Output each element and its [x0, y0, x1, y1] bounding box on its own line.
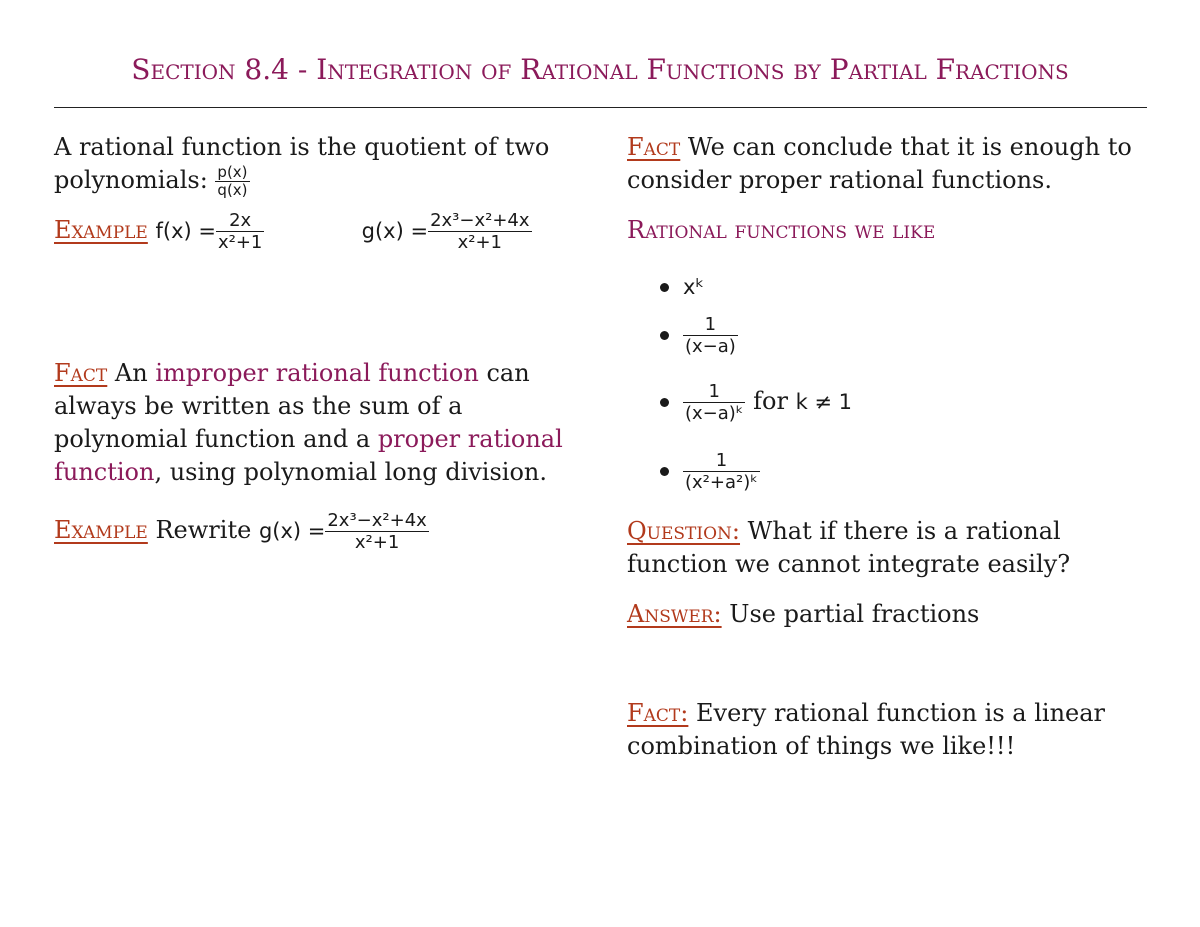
g2-lhs: g(x) =	[258, 519, 326, 543]
like-heading: Rational functions we like	[627, 216, 936, 244]
g-lhs: g(x) =	[361, 219, 429, 243]
intro-block	[54, 131, 549, 199]
list-item: $\frac{1}{\text{(x−a)ᵏ}}$ for k ≠ 1	[660, 381, 852, 424]
question-block: Question: What if there is a rational function we cannot integrate easily?	[627, 517, 1071, 578]
answer-block: Answer: Use partial fractions	[627, 600, 980, 628]
question-label: Question:	[627, 517, 741, 545]
g-fraction: $\frac{\text{2x³−x²+4x}}{\text{x²+1}}$	[430, 210, 530, 253]
example-1-label: Example	[54, 216, 148, 244]
f-fraction: $\frac{2x}{\text{x²+1}}$	[217, 210, 263, 253]
fact-proper: Fact We can conclude that it is enough to consider proper rational functions.	[627, 133, 1132, 194]
fact-label: Fact	[54, 359, 108, 387]
f-lhs: f(x) =	[155, 219, 216, 243]
example-2: Example Rewrite g(x) = $\frac{\text{2x³−x²+4x}}{\text{x²+1}}$	[54, 510, 427, 553]
intro-line-1: A rational function is the quotient of two	[54, 133, 550, 161]
fact2-label: Fact:	[627, 699, 689, 727]
proper-term-b: function	[54, 458, 155, 486]
improper-term: improper rational function	[155, 359, 479, 387]
proper-term-a: proper rational	[377, 425, 563, 453]
page-title: Section 8.4 - Integration of Rational Functions by Partial Fractions	[131, 53, 1069, 86]
g2-fraction: $\frac{\text{2x³−x²+4x}}{\text{x²+1}}$	[327, 510, 427, 553]
list-item: $\frac{1}{(x-a)}$	[660, 314, 738, 357]
list-item: xᵏ	[660, 270, 704, 304]
example-1	[54, 210, 532, 253]
fact-every: Fact: Every rational function is a linear combination of things we like!!!	[627, 699, 1106, 760]
fact-right-label: Fact	[627, 133, 681, 161]
title-rule	[54, 107, 1147, 108]
intro-fraction: $\frac{p(x)}{q(x)}$	[217, 163, 248, 199]
intro-line-2: polynomials: $\frac{p(x)}{q(x)}$	[54, 163, 248, 199]
example-2-label: Example	[54, 516, 148, 544]
fact-improper: Fact An improper rational function can always be written as the sum of a polynomial function and a proper rational function, using polynomial long division.	[54, 359, 563, 486]
list-item: $\frac{1}{\text{(x²+a²)ᵏ}}$	[660, 450, 760, 493]
answer-label: Answer:	[627, 600, 722, 628]
